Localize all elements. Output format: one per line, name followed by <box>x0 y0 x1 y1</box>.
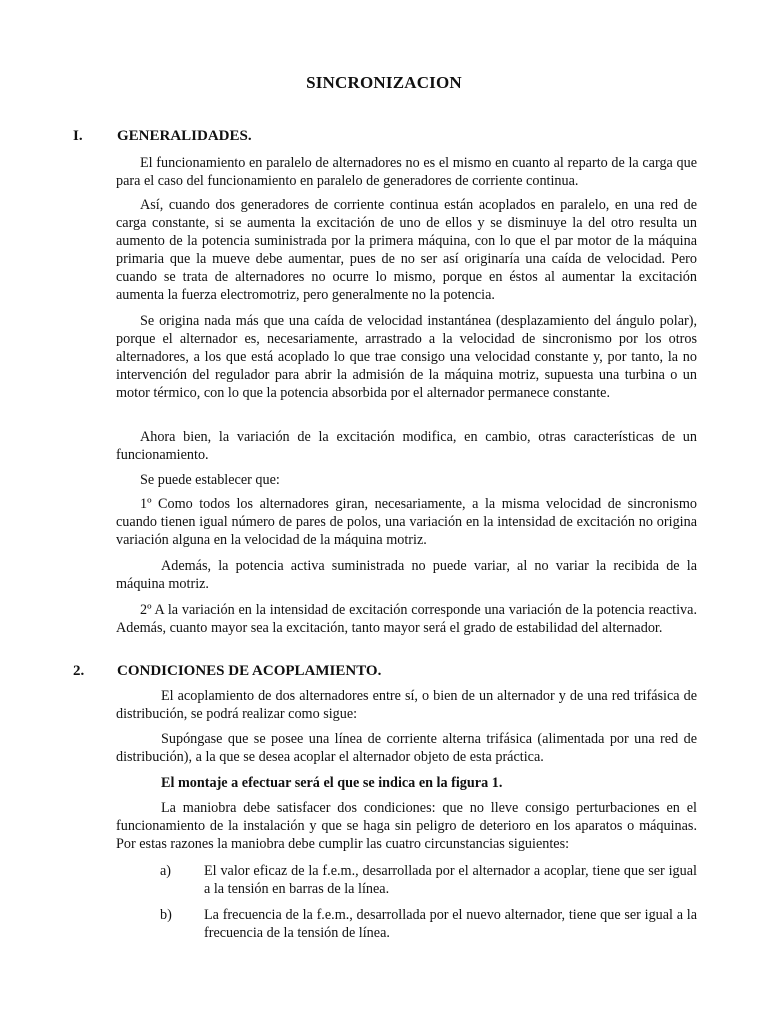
paragraph: Se puede establecer que: <box>140 472 280 488</box>
section-number: I. <box>73 128 83 144</box>
list-item <box>160 862 697 898</box>
section-title: CONDICIONES DE ACOPLAMIENTO. <box>117 663 382 679</box>
section-heading-generalidades <box>73 128 252 145</box>
paragraph: Se origina nada más que una caída de velocidad instantánea (desplazamiento del ángulo polar), porque el alternador es, necesariamente, arrastrado a la velocidad de sincronismo por los otros alternadores, a los que está acoplado lo que trae consigo una velocidad constante y, por tanto, la no intervención del regulador para abrir la admisión de la máquina motriz, supuesta una turbina o un motor térmico, con lo que la potencia absorbida por el alternador permanece constante. <box>116 313 697 401</box>
paragraph: El funcionamiento en paralelo de alternadores no es el mismo en cuanto al reparto de la carga que para el caso del funcionamiento en paralelo de generadores de corriente continua. <box>116 155 697 189</box>
list-item-label: a) <box>160 863 172 879</box>
paragraph: La maniobra debe satisfacer dos condiciones: que no lleve consigo perturbaciones en el funcionamiento de la instalación y que se haga sin peligro de deterioro en los aparatos o máquinas. Por estas razones la maniobra debe cumplir las cuatro circunstancias siguientes: <box>116 800 697 852</box>
figure-reference: El montaje a efectuar será el que se indica en la figura 1. <box>161 775 503 791</box>
list-item-text: La frecuencia de la f.e.m., desarrollada por el nuevo alternador, tiene que ser igual a la frecuencia de la tensión de línea. <box>204 907 697 941</box>
list-item-text: El valor eficaz de la f.e.m., desarrollada por el alternador a acoplar, tiene que ser igual a la tensión en barras de la línea. <box>204 863 697 897</box>
paragraph: Supóngase que se posee una línea de corriente alterna trifásica (alimentada por una red de distribución), a la que se desea acoplar el alternador objeto de esta práctica. <box>116 731 697 765</box>
list-item <box>160 906 697 942</box>
paragraph: Ahora bien, la variación de la excitación modifica, en cambio, otras características de un funcionamiento. <box>116 429 697 463</box>
section-number: 2. <box>73 663 85 679</box>
paragraph: Así, cuando dos generadores de corriente continua están acoplados en paralelo, en una red de carga constante, si se aumenta la excitación de uno de ellos y se disminuye la del otro resulta un aumento de la potencia suministrada por la primera máquina, con lo que el par motor de la máquina primaria que la mueve debe aumentar, pues de no ser así originaría una caída de velocidad. Pero cuando se trata de alternadores no ocurre lo mismo, porque en éstos al aumentar la excitación aumenta la fuerza electromotriz, pero generalmente no la potencia. <box>116 197 697 303</box>
list-item-label: b) <box>160 907 172 923</box>
paragraph: 2º A la variación en la intensidad de excitación corresponde una variación de la potencia reactiva. Además, cuanto mayor sea la excitación, tanto mayor será el grado de estabilidad del alternador. <box>116 602 697 636</box>
paragraph: 1º Como todos los alternadores giran, necesariamente, a la misma velocidad de sincronismo cuando tienen igual número de pares de polos, una variación en la intensidad de excitación no origina variación alguna en la velocidad de la máquina motriz. <box>116 496 697 548</box>
paragraph: El acoplamiento de dos alternadores entre sí, o bien de un alternador y de una red trifásica de distribución, se podrá realizar como sigue: <box>116 688 697 722</box>
document-title: SINCRONIZACION <box>306 73 462 92</box>
paragraph: Además, la potencia activa suministrada no puede variar, al no variar la recibida de la máquina motriz. <box>116 558 697 592</box>
section-heading-condiciones <box>73 663 381 680</box>
section-title: GENERALIDADES. <box>117 128 252 144</box>
